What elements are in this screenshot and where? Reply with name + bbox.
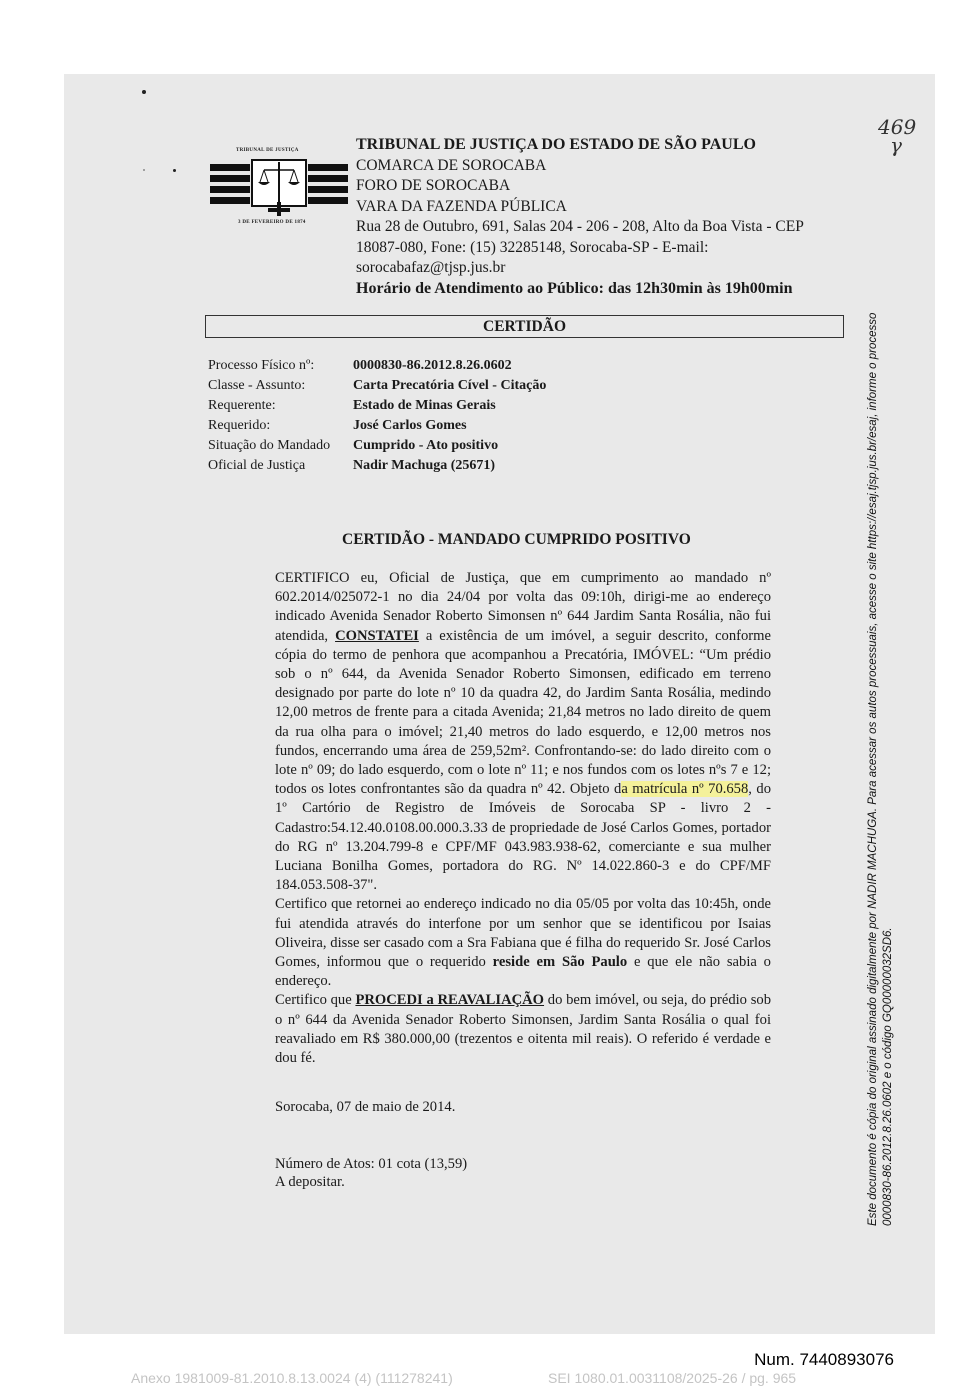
info-row <box>208 356 546 376</box>
address-line-1: Rua 28 de Outubro, 691, Salas 204 - 206 - 208, Alto da Boa Vista - CEP <box>356 218 804 235</box>
info-value: Nadir Machuga (25671) <box>353 458 496 473</box>
info-value: José Carlos Gomes <box>353 418 467 433</box>
court-header <box>356 135 836 299</box>
paragraph-2: Certifico que retornei ao endereço indicado no dia 05/05 por volta das 10:45h, onde fui atendida através do interfone por um senhor que se identificou por Isaias Oliveira, disse ser casado com a Sra Fabiana que é filha do requerido Sr. José Carlos Gomes, informou que o requerido reside em São Paulo e que ele não sabia o endereço. <box>275 896 771 990</box>
footer-sei: SEI 1080.01.0031108/2025-26 / pg. 965 <box>548 1370 797 1386</box>
logo-top-text: TRIBUNAL DE JUSTIÇA <box>236 148 299 153</box>
comarca: COMARCA DE SOROCABA <box>356 156 547 174</box>
paragraph-1: CERTIFICO eu, Oficial de Justiça, que em cumprimento ao mandado nº 602.2014/025072-1 no dia 24/04 por volta das 09:10h, dirigi-me ao endereço indicado Avenida Senador Roberto Simonsen nº 644 Jardim Santa Rosália, não fui atendida, CONSTATEI a existência de um imóvel, a seguir descrito, conforme cópia do termo de penhora que acompanhou a Precatória, IMÓVEL: “Um prédio sob o nº 644, da Avenida Senador Roberto Simonsen, edificado em terreno designado por parte do lote nº 10 da quadra 42, do Jardim Santa Rosália, medindo 12,00 metros de frente para a citada Avenida; 21,84 metros no lado direito de quem da rua olha para o imóvel; 21,40 metros do lado esquerdo, e 12,00 metros nos fundos, encerrando uma área de 259,52m². Confrontando-se: do lado direito com o lote nº 09; do lado esquerdo, com o lote nº 11; e nos fundos com os lotes nºs 7 e 12; todos os lotes confrontantes são da quadra nº 42. Objeto da matrícula nº 70.658, do 1º Cartório de Registro de Imóveis de Sorocaba SP - livro 2 - Cadastro:54.12.40.0108.00.000.3.33 de propriedade de José Carlos Gomes, portador do RG nº 13.204.799-8 e CPF/MF 043.983.938-62, comerciante e sua mulher Luciana Bonilha Gomes, portadora do RG. Nº 14.022.860-3 e do CPF/MF 184.053.508-37". <box>275 570 771 894</box>
scan-speck <box>143 169 145 171</box>
footer-annex: Anexo 1981009-81.2010.8.13.0024 (4) (111278241) <box>131 1370 453 1386</box>
deposit-note: A depositar. <box>275 1174 345 1190</box>
foro: FORO DE SOROCABA <box>356 177 511 194</box>
info-row <box>208 416 546 436</box>
scan-speck <box>173 169 176 172</box>
info-row <box>208 396 546 416</box>
vara: VARA DA FAZENDA PÚBLICA <box>356 197 567 215</box>
certificate-body <box>275 569 771 1068</box>
reavaliacao-text: PROCEDI a REAVALIAÇÃO <box>355 992 545 1009</box>
info-label: Requerido: <box>208 418 271 433</box>
info-row <box>208 456 546 476</box>
constatei-text: CONSTATEI <box>335 627 419 644</box>
number-of-acts: Número de Atos: 01 cota (13,59) <box>275 1156 468 1172</box>
process-info <box>208 356 546 476</box>
info-label: Classe - Assunto: <box>208 378 306 393</box>
info-value: 0000830-86.2012.8.26.0602 <box>353 358 512 373</box>
section-title: CERTIDÃO - MANDADO CUMPRIDO POSITIVO <box>342 531 691 548</box>
info-value: Estado de Minas Gerais <box>353 398 496 413</box>
scales-of-justice-icon <box>208 144 350 228</box>
info-label: Processo Físico nº: <box>208 358 315 373</box>
signature-note-line-1: Este documento é cópia do original assinado digitalmente por NADIR MACHUGA. Para acessar os autos processuais, acesse o site https://esaj.tjsp.jus.br/esaj, informe o processo <box>867 312 879 1226</box>
logo-bottom-text: 3 DE FEVEREIRO DE 1874 <box>238 220 306 225</box>
info-value: Carta Precatória Cível - Citação <box>353 378 547 393</box>
info-label: Requerente: <box>208 398 276 413</box>
info-row <box>208 376 546 396</box>
highlighted-matricula: a matrícula nº 70.658 <box>621 781 749 798</box>
digital-signature-note <box>866 266 896 1226</box>
info-label: Oficial de Justiça <box>208 458 306 473</box>
address-line-2: 18087-080, Fone: (15) 32285148, Sorocaba-SP - E-mail: <box>356 238 709 256</box>
scan-speck <box>142 90 146 94</box>
signature-note-line-2: 0000830-86.2012.8.26.0602 e o código GQ00000032SD6. <box>882 927 894 1226</box>
email: sorocabafaz@tjsp.jus.br <box>356 259 506 276</box>
handwritten-page-number: 469 γ <box>878 115 917 157</box>
court-logo <box>208 144 350 228</box>
certidao-box: CERTIDÃO <box>205 315 844 338</box>
date-line: Sorocaba, 07 de maio de 2014. <box>275 1099 456 1115</box>
info-value: Cumprido - Ato positivo <box>353 438 499 453</box>
reside-text: reside em São Paulo <box>492 954 628 971</box>
acts-info <box>275 1155 467 1191</box>
court-name: TRIBUNAL DE JUSTIÇA DO ESTADO DE SÃO PAULO <box>356 136 756 153</box>
info-label: Situação do Mandado <box>208 438 331 453</box>
info-row <box>208 436 546 456</box>
paragraph-3: Certifico que PROCEDI a REAVALIAÇÃO do bem imóvel, ou seja, do prédio sob o nº 644 da Avenida Senador Roberto Simonsen, Jardim Santa Rosália o qual foi reavaliado em R$ 380.000,00 (trezentos e oitenta mil reais). O referido é verdade e dou fé. <box>275 992 771 1067</box>
office-hours: Horário de Atendimento ao Público: das 12h30min às 19h00min <box>356 279 793 297</box>
document-number: Num. 7440893076 <box>754 1350 894 1369</box>
